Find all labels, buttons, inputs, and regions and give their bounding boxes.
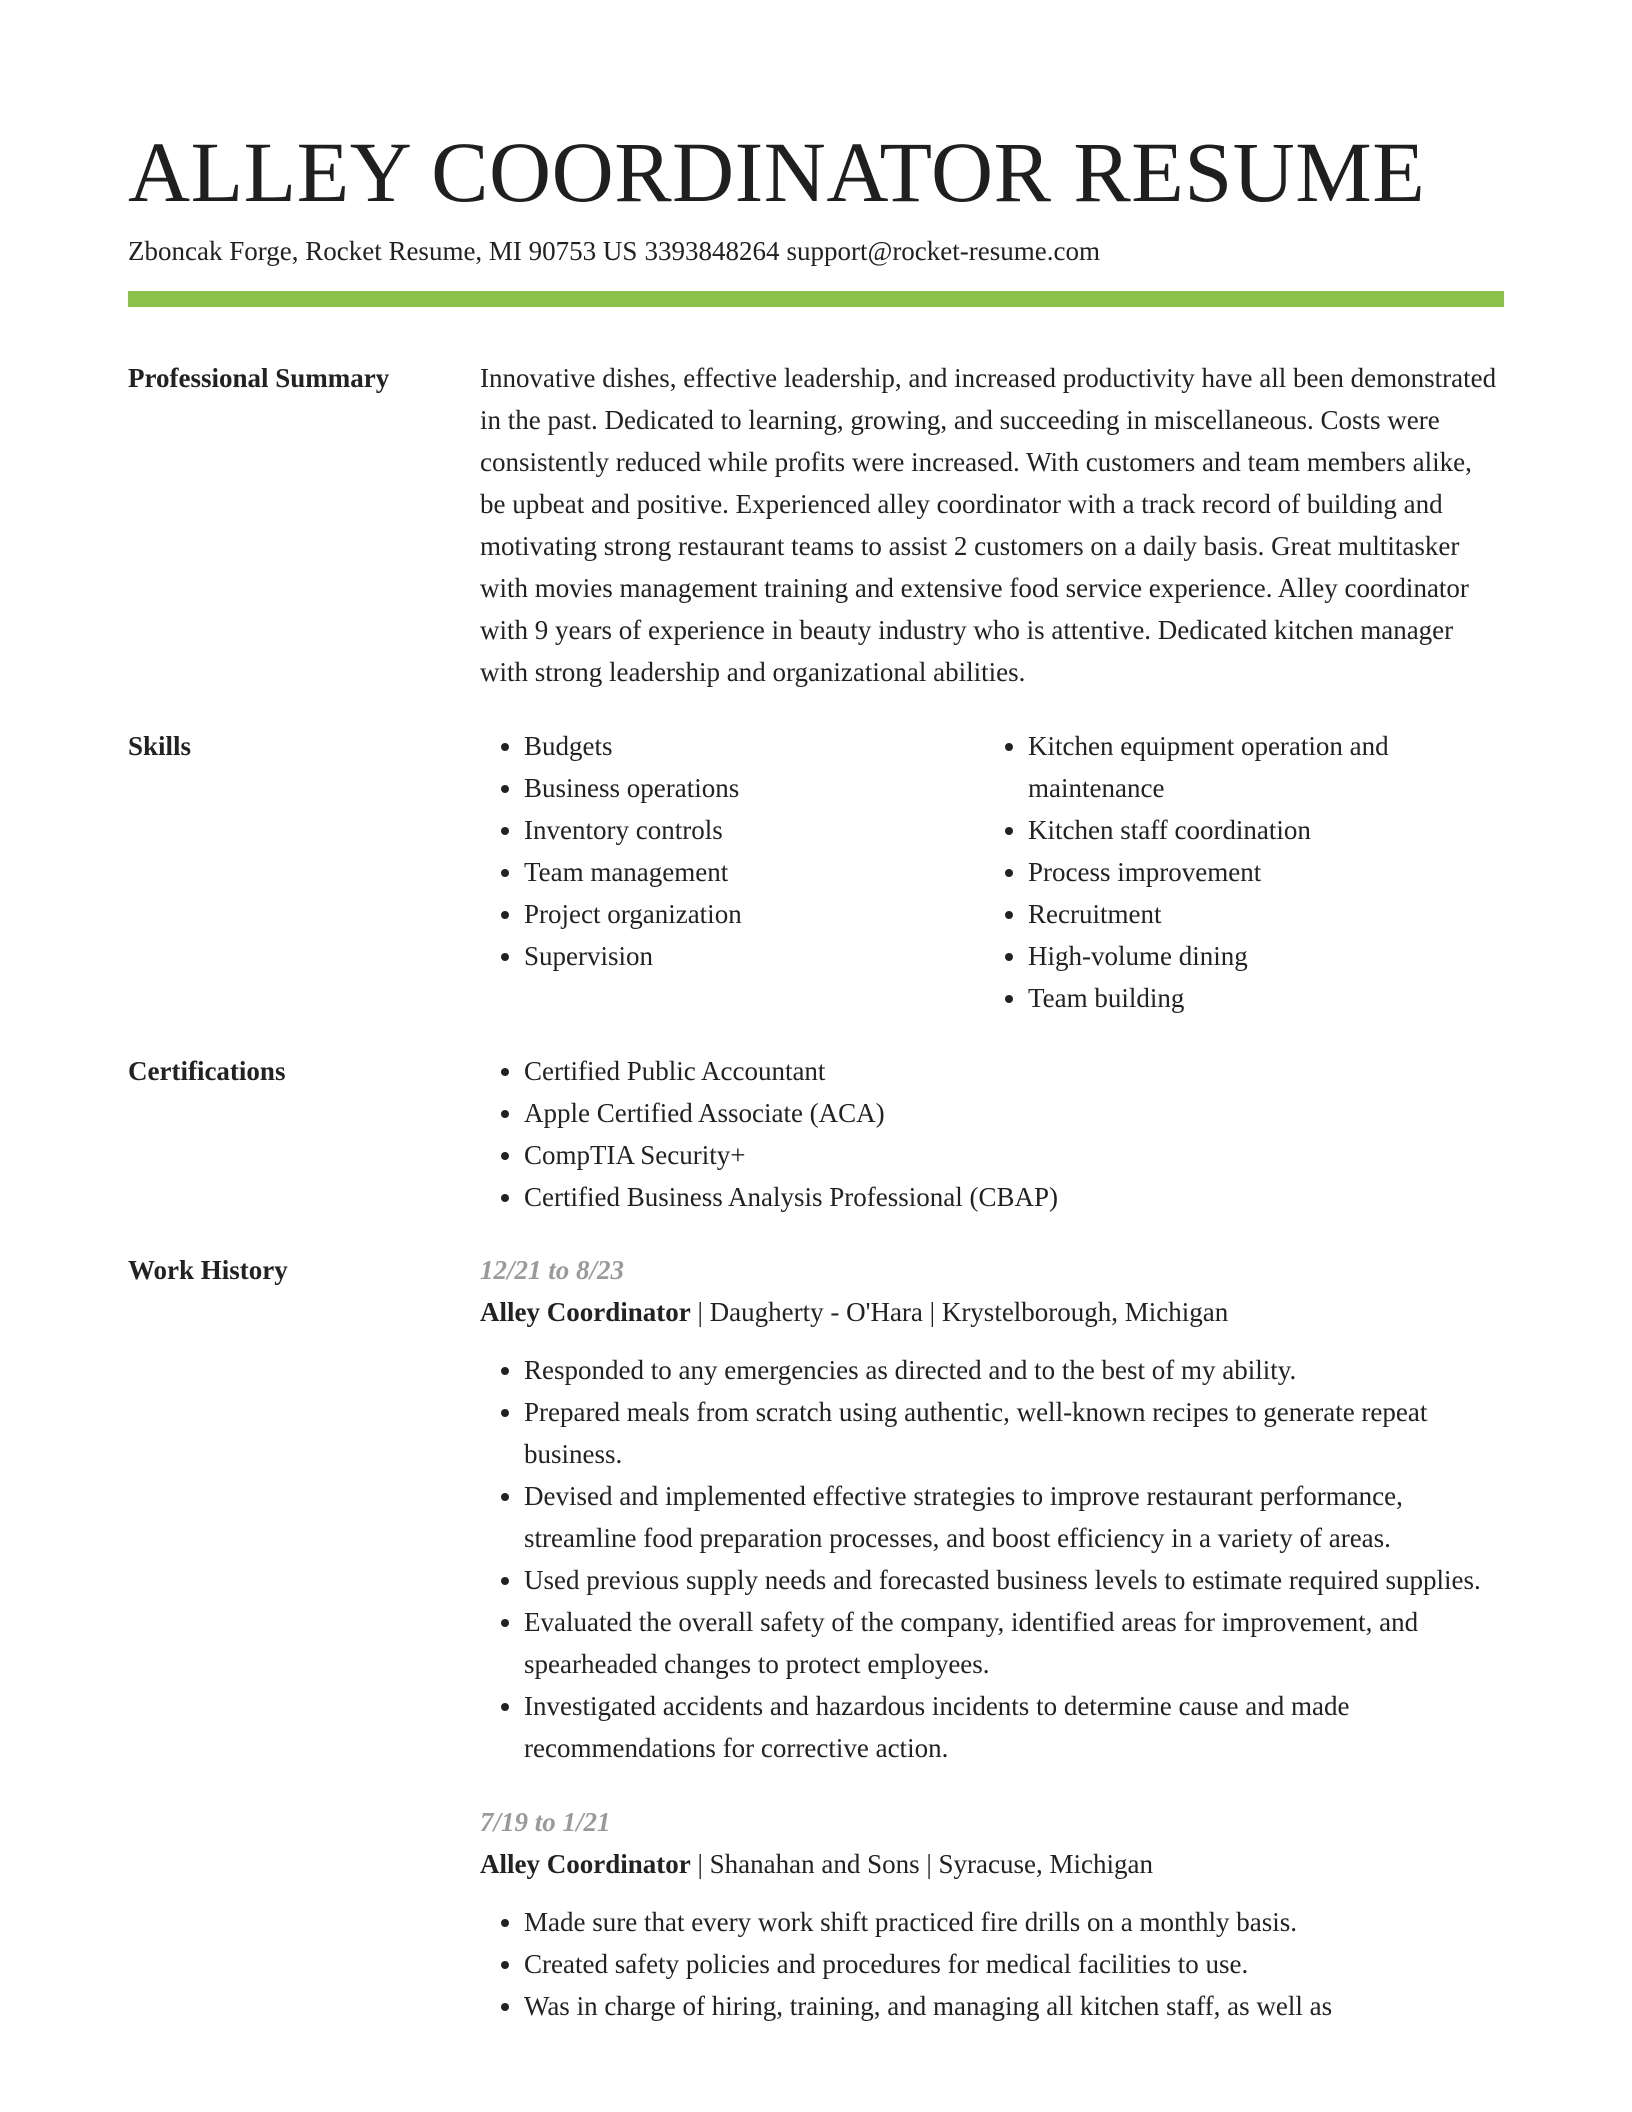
job-bullet: • Created safety policies and procedures for medical facilities to use. — [524, 1943, 1504, 1985]
skills-column-left — [480, 725, 984, 1019]
skill-item: • Supervision — [524, 935, 984, 977]
job-heading — [480, 1291, 1504, 1333]
job-details: | Shanahan and Sons | Syracuse, Michigan — [690, 1849, 1153, 1879]
job-details: | Daugherty - O'Hara | Krystelborough, Michigan — [690, 1297, 1229, 1327]
certifications-body — [480, 1050, 1504, 1218]
job-bullet: • Investigated accidents and hazardous incidents to determine cause and made recommendations for corrective action. — [524, 1685, 1504, 1769]
skills-body — [480, 725, 1504, 1019]
skill-item: • Inventory controls — [524, 809, 984, 851]
skills-list-left — [480, 725, 984, 977]
contact-email: support@rocket-resume.com — [786, 236, 1100, 266]
job-dates: 12/21 to 8/23 — [480, 1255, 625, 1285]
job-bullet: • Prepared meals from scratch using authentic, well-known recipes to generate repeat business. — [524, 1391, 1504, 1475]
skill-item: • Kitchen equipment operation and maintenance — [1028, 725, 1504, 809]
skills-list-right — [984, 725, 1504, 1019]
skills-heading: Skills — [128, 731, 192, 761]
skill-item: • High-volume dining — [1028, 935, 1504, 977]
certifications-section — [128, 1050, 1504, 1218]
certification-item: • Certified Business Analysis Professional (CBAP) — [524, 1176, 1504, 1218]
skill-item: • Budgets — [524, 725, 984, 767]
summary-section — [128, 357, 1504, 693]
skill-item: • Business operations — [524, 767, 984, 809]
resume-page — [128, 0, 1504, 2027]
skills-section — [128, 725, 1504, 1019]
work-history-heading: Work History — [128, 1255, 288, 1285]
job-entry — [480, 1249, 1504, 1769]
contact-address: Zboncak Forge, Rocket Resume, MI 90753 US — [128, 236, 638, 266]
job-bullet: • Responded to any emergencies as directed and to the best of my ability. — [524, 1349, 1504, 1391]
certification-item: • CompTIA Security+ — [524, 1134, 1504, 1176]
certification-item: • Certified Public Accountant — [524, 1050, 1504, 1092]
skill-item: • Team management — [524, 851, 984, 893]
work-history-body — [480, 1249, 1504, 2027]
skill-item: • Project organization — [524, 893, 984, 935]
job-bullets — [480, 1349, 1504, 1769]
certifications-list — [480, 1050, 1504, 1218]
certifications-heading: Certifications — [128, 1056, 286, 1086]
skill-item: • Team building — [1028, 977, 1504, 1019]
certification-item: • Apple Certified Associate (ACA) — [524, 1092, 1504, 1134]
job-bullets — [480, 1901, 1504, 2027]
skills-column-right — [984, 725, 1504, 1019]
contact-phone: 3393848264 — [644, 236, 780, 266]
job-bullet: • Made sure that every work shift practiced fire drills on a monthly basis. — [524, 1901, 1504, 1943]
summary-text: Innovative dishes, effective leadership, and increased productivity have all been demonstrated in the past. Dedicated to learning, growing, and succeeding in miscellaneous. Costs were consistently reduced while profits were increased. With customers and team members alike, be upbeat and positive. Experienced alley coordinator with a track record of building and motivating strong restaurant teams to assist 2 customers on a daily basis. Great multitasker with movies management training and extensive food service experience. Alley coordinator with 9 years of experience in beauty industry who is attentive. Dedicated kitchen manager with strong leadership and organizational abilities. — [480, 363, 1497, 687]
job-title: Alley Coordinator — [480, 1297, 691, 1327]
job-heading — [480, 1843, 1504, 1885]
job-bullet: • Evaluated the overall safety of the company, identified areas for improvement, and spearheaded changes to protect employees. — [524, 1601, 1504, 1685]
summary-heading: Professional Summary — [128, 363, 390, 393]
skill-item: • Kitchen staff coordination — [1028, 809, 1504, 851]
job-dates: 7/19 to 1/21 — [480, 1807, 611, 1837]
job-bullet: • Devised and implemented effective strategies to improve restaurant performance, streamline food preparation processes, and boost efficiency in a variety of areas. — [524, 1475, 1504, 1559]
header-divider — [128, 291, 1504, 307]
skill-item: • Recruitment — [1028, 893, 1504, 935]
skill-item: • Process improvement — [1028, 851, 1504, 893]
contact-line — [128, 234, 1504, 268]
resume-title: ALLEY COORDINATOR RESUME — [128, 124, 1426, 220]
job-entry — [480, 1801, 1504, 2027]
job-bullet: • Used previous supply needs and forecasted business levels to estimate required supplies. — [524, 1559, 1504, 1601]
job-title: Alley Coordinator — [480, 1849, 691, 1879]
work-history-section — [128, 1249, 1504, 2027]
summary-body — [480, 357, 1504, 693]
job-bullet: • Was in charge of hiring, training, and managing all kitchen staff, as well as — [524, 1985, 1504, 2027]
